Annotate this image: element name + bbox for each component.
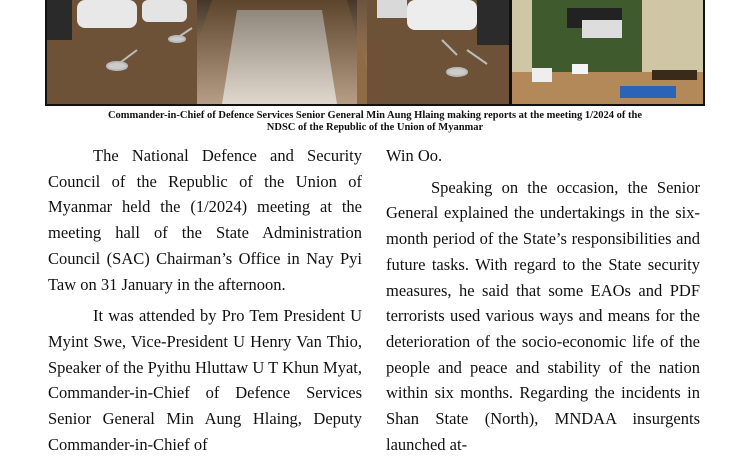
caption-line-2: NDSC of the Republic of the Union of Myanmar [266,122,484,133]
meeting-photo-left [47,0,509,104]
photo-caption [40,110,710,134]
article-column-right [386,143,700,463]
caption-line-1: Commander-in-Chief of Defence Services Senior General Min Aung Hlaing making reports at the meeting 1/2024 of the [107,110,643,121]
paragraph: Speaking on the occasion, the Senior General explained the undertakings in the six-month period of the State’s responsibilities and future tasks. With regard to the State security measures, he said that some EAOs and PDF terrorists used various ways and means for the deterioration of the socio-economic life of the people and peace and stability of the nation within six months. Regarding the incidents in Shan State (North), MNDAA insurgents launched at- [386,177,700,454]
speaker-photo-right [512,0,703,104]
speaker-image [512,0,703,104]
paragraph-continuation: Win Oo. [386,146,443,165]
paragraph: It was attended by Pro Tem President U Myint Swe, Vice-President U Henry Van Thio, Speaker of the Pyithu Hluttaw U T Khun Myat, Commander-in-Chief of Defence Services Senior General Min Aung Hlaing, Deputy Commander-in-Chief of [48,306,362,454]
photo-frame [45,0,705,106]
paragraph: The National Defence and Security Council of the Republic of the Union of Myanmar held the (1/2024) meeting at the meeting hall of the State Administration Council (SAC) Chairman’s Office in Nay Pyi Taw on 31 January in the afternoon. [48,146,362,294]
meeting-table-image [47,0,509,104]
article-column-left [48,143,362,463]
